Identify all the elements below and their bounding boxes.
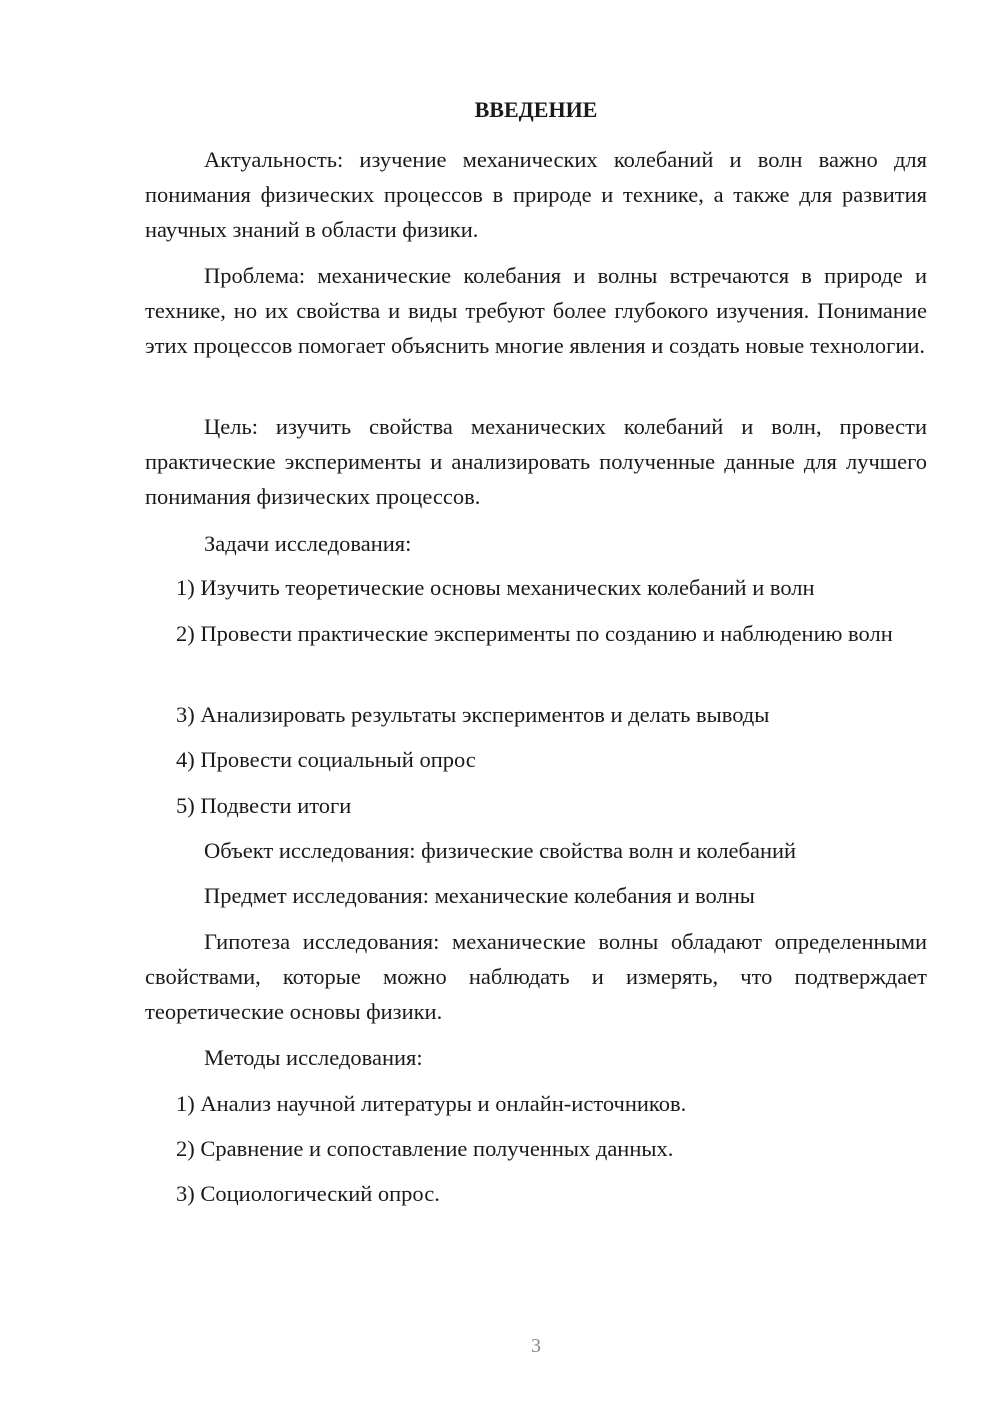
section-title: ВВЕДЕНИЕ <box>474 97 598 122</box>
tasks-heading: Задачи исследования: <box>204 531 412 556</box>
page-number: 3 <box>531 1335 541 1357</box>
task-item-3: 3) Анализировать результаты экспериментов и делать выводы <box>176 702 770 727</box>
methods-heading: Методы исследования: <box>204 1045 423 1070</box>
method-item-3: 3) Социологический опрос. <box>176 1181 440 1206</box>
subject-paragraph: Предмет исследования: механические колебания и волны <box>204 883 755 908</box>
hypothesis-paragraph: Гипотеза исследования: механические волны обладают определенными свойствами, которые можно наблюдать и измерять, что подтверждает теоретические основы физики. <box>145 929 927 1024</box>
problem-paragraph: Проблема: механические колебания и волны встречаются в природе и технике, но их свойства и виды требуют более глубокого изучения. Понимание этих процессов помогает объяснить многие явления и создать новые технологии. <box>145 263 927 358</box>
task-item-5: 5) Подвести итоги <box>176 793 352 818</box>
task-item-4: 4) Провести социальный опрос <box>176 747 476 772</box>
method-item-1: 1) Анализ научной литературы и онлайн-источников. <box>176 1091 687 1116</box>
object-paragraph: Объект исследования: физические свойства волн и колебаний <box>204 838 797 863</box>
relevance-paragraph: Актуальность: изучение механических колебаний и волн важно для понимания физических процессов в природе и технике, а также для развития научных знаний в области физики. <box>145 147 927 242</box>
task-item-2: 2) Провести практические эксперименты по созданию и наблюдению волн <box>176 621 893 646</box>
task-item-1: 1) Изучить теоретические основы механических колебаний и волн <box>176 575 815 600</box>
goal-paragraph: Цель: изучить свойства механических колебаний и волн, провести практические эксперименты и анализировать полученные данные для лучшего понимания физических процессов. <box>145 414 927 509</box>
method-item-2: 2) Сравнение и сопоставление полученных данных. <box>176 1136 674 1161</box>
